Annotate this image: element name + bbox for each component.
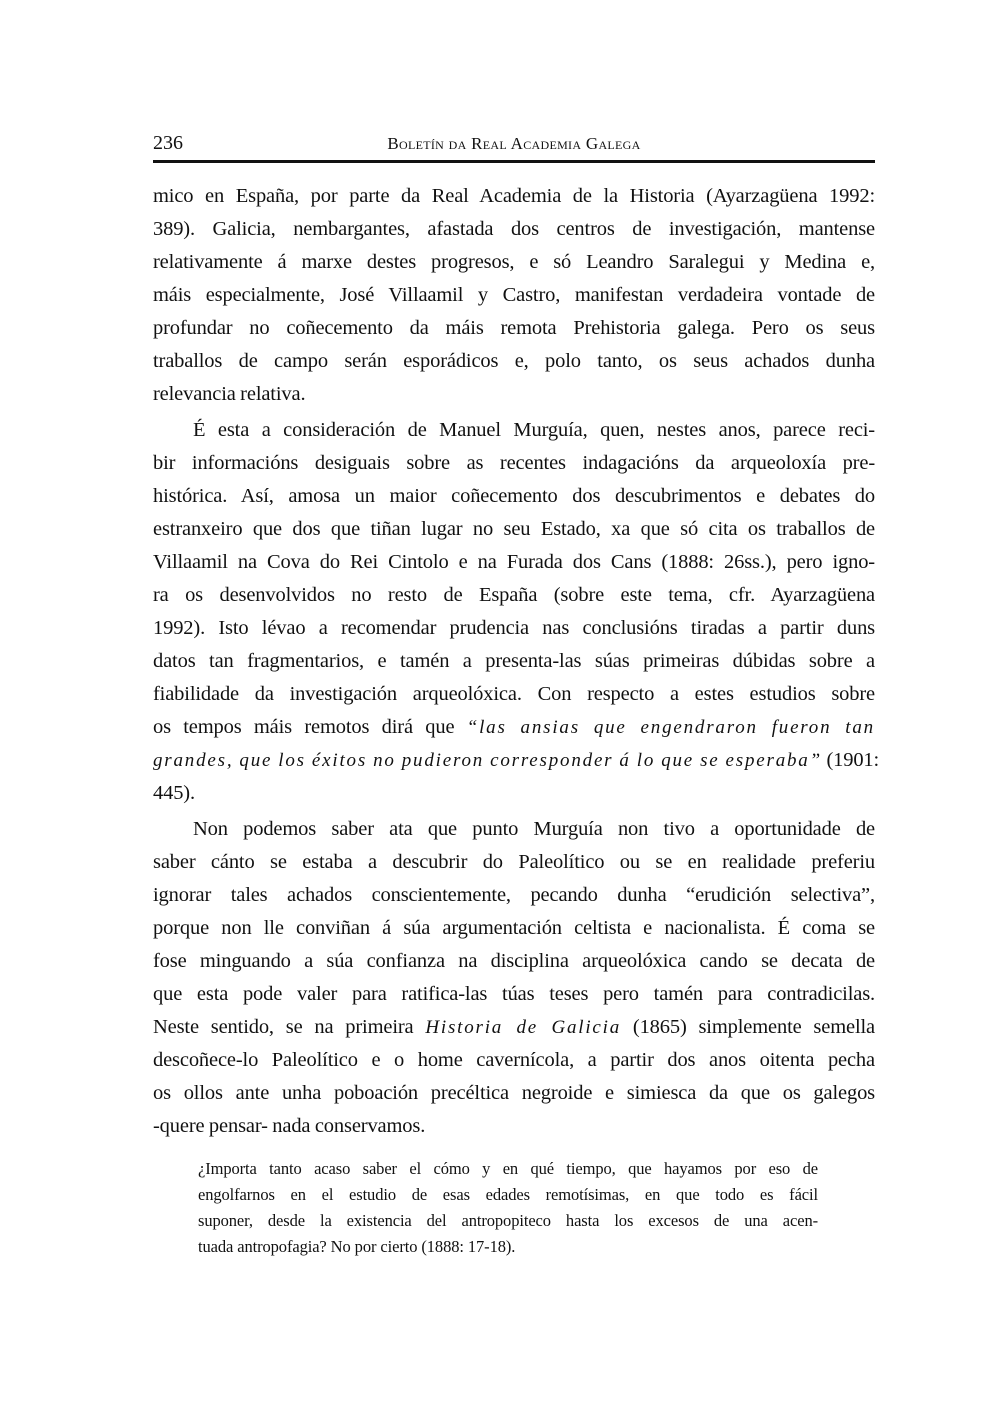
text-segment: relevancia relativa. xyxy=(153,383,306,405)
text-line xyxy=(153,912,875,945)
text-line xyxy=(153,813,875,846)
text-segment: descoñece-lo Paleolítico e o home cavernícola, a partir dos anos oitenta pecha xyxy=(153,1049,875,1071)
quote-line: engolfarnos en el estudio de esas edades remotísimas, en que todo es fácil xyxy=(198,1185,818,1204)
text-segment: -quere pensar- nada conservamos. xyxy=(153,1115,426,1137)
text-segment: relativamente á marxe destes progresos, e só Leandro Saralegui y Medina e, xyxy=(153,251,875,273)
text-segment: datos tan fragmentarios, e tamén a presenta-las súas primeiras dúbidas sobre a xyxy=(153,650,875,672)
text-line xyxy=(153,645,875,678)
text-line xyxy=(153,480,875,513)
text-segment: porque non lle conviñan á súa argumentación celtista e nacionalista. É coma se xyxy=(153,917,875,939)
text-segment: 1992). Isto lévao a recomendar prudencia nas conclusións tiradas a partir duns xyxy=(153,617,875,639)
text-segment: fose minguando a súa confianza na disciplina arqueolóxica cando se decata de xyxy=(153,950,875,972)
text-line xyxy=(153,945,875,978)
text-line xyxy=(153,312,875,345)
text-segment: ignorar tales achados conscientemente, pecando dunha “erudición selectiva”, xyxy=(153,884,875,906)
text-line xyxy=(153,213,875,246)
text-segment: (1901: xyxy=(821,749,880,771)
text-segment: fiabilidade da investigación arqueolóxica. Con respecto a estes estudios sobre xyxy=(153,683,875,705)
text-line xyxy=(153,546,875,579)
text-line xyxy=(153,345,875,378)
text-segment: (1865) simplemente semella xyxy=(621,1016,875,1038)
italic-text: Historia de Galicia xyxy=(425,1017,622,1038)
text-segment: que esta pode valer para ratifica-las túas teses pero tamén para contradicilas. xyxy=(153,983,875,1005)
text-line xyxy=(153,678,875,711)
text-line xyxy=(153,777,875,810)
quote-line: tuada antropofagia? No por cierto (1888: 17-18). xyxy=(198,1237,516,1256)
text-line xyxy=(153,744,880,777)
text-segment: máis especialmente, José Villaamil y Castro, manifestan verdadeira vontade de xyxy=(153,284,875,306)
running-header-title: Boletín da Real Academia Galega xyxy=(387,134,641,153)
text-segment: os tempos máis remotos dirá que xyxy=(153,716,467,738)
text-segment: profundar no coñecemento da máis remota Prehistoria galega. Pero os seus xyxy=(153,317,875,339)
text-line xyxy=(153,1011,875,1044)
text-line xyxy=(153,1110,875,1143)
text-segment: Neste sentido, se na primeira xyxy=(153,1016,426,1038)
italic-text: grandes, que los éxitos no pudieron corresponder á lo que se esperaba” xyxy=(153,750,822,771)
paragraph xyxy=(153,414,880,810)
text-segment: mico en España, por parte da Real Academia de la Historia (Ayarzagüena 1992: xyxy=(153,185,875,207)
text-segment: 389). Galicia, nembargantes, afastada dos centros de investigación, mantense xyxy=(153,218,875,240)
text-line xyxy=(153,279,875,312)
text-line xyxy=(153,414,875,447)
text-line xyxy=(153,447,875,480)
text-segment: É esta a consideración de Manuel Murguía, quen, nestes anos, parece reci- xyxy=(193,419,875,441)
quote-line: suponer, desde la existencia del antropopiteco hasta los excesos de una acen- xyxy=(198,1211,818,1230)
text-segment: estranxeiro que dos que tiñan lugar no seu Estado, xa que só cita os traballos de xyxy=(153,518,875,540)
text-segment: ra os desenvolvidos no resto de España (sobre este tema, cfr. Ayarzagüena xyxy=(153,584,875,606)
text-segment: bir informacións desiguais sobre as recentes indagacións da arqueoloxía pre- xyxy=(153,452,875,474)
paragraph xyxy=(153,180,875,411)
text-line xyxy=(153,1077,875,1110)
text-line xyxy=(153,612,875,645)
text-segment: histórica. Así, amosa un maior coñecemento dos descubrimentos e debates do xyxy=(153,485,875,507)
text-segment: traballos de campo serán esporádicos e, polo tanto, os seus achados dunha xyxy=(153,350,875,372)
text-segment: Non podemos saber ata que punto Murguía non tivo a oportunidade de xyxy=(193,818,875,840)
text-line xyxy=(153,246,875,279)
text-line xyxy=(153,513,875,546)
text-line xyxy=(153,1044,875,1077)
text-segment: saber cánto se estaba a descubrir do Paleolítico ou se en realidade preferiu xyxy=(153,851,875,873)
text-line xyxy=(153,378,875,411)
paragraph xyxy=(153,813,875,1143)
page-number: 236 xyxy=(153,132,183,154)
block-quote xyxy=(198,1156,818,1260)
header-rule xyxy=(153,160,875,163)
text-line xyxy=(153,846,875,879)
quote-line: ¿Importa tanto acaso saber el cómo y en qué tiempo, que hayamos por eso de xyxy=(198,1159,818,1178)
body-text xyxy=(153,180,880,1146)
text-line xyxy=(153,180,875,213)
text-line xyxy=(153,711,875,744)
text-segment: os ollos ante unha poboación precéltica negroide e simiesca da que os galegos xyxy=(153,1082,875,1104)
text-line xyxy=(153,579,875,612)
italic-text: “las ansias que engendraron fueron tan xyxy=(466,717,875,738)
text-segment: Villaamil na Cova do Rei Cintolo e na Furada dos Cans (1888: 26ss.), pero igno- xyxy=(153,551,875,573)
text-segment: 445). xyxy=(153,782,195,804)
text-line xyxy=(153,879,875,912)
text-line xyxy=(153,978,875,1011)
